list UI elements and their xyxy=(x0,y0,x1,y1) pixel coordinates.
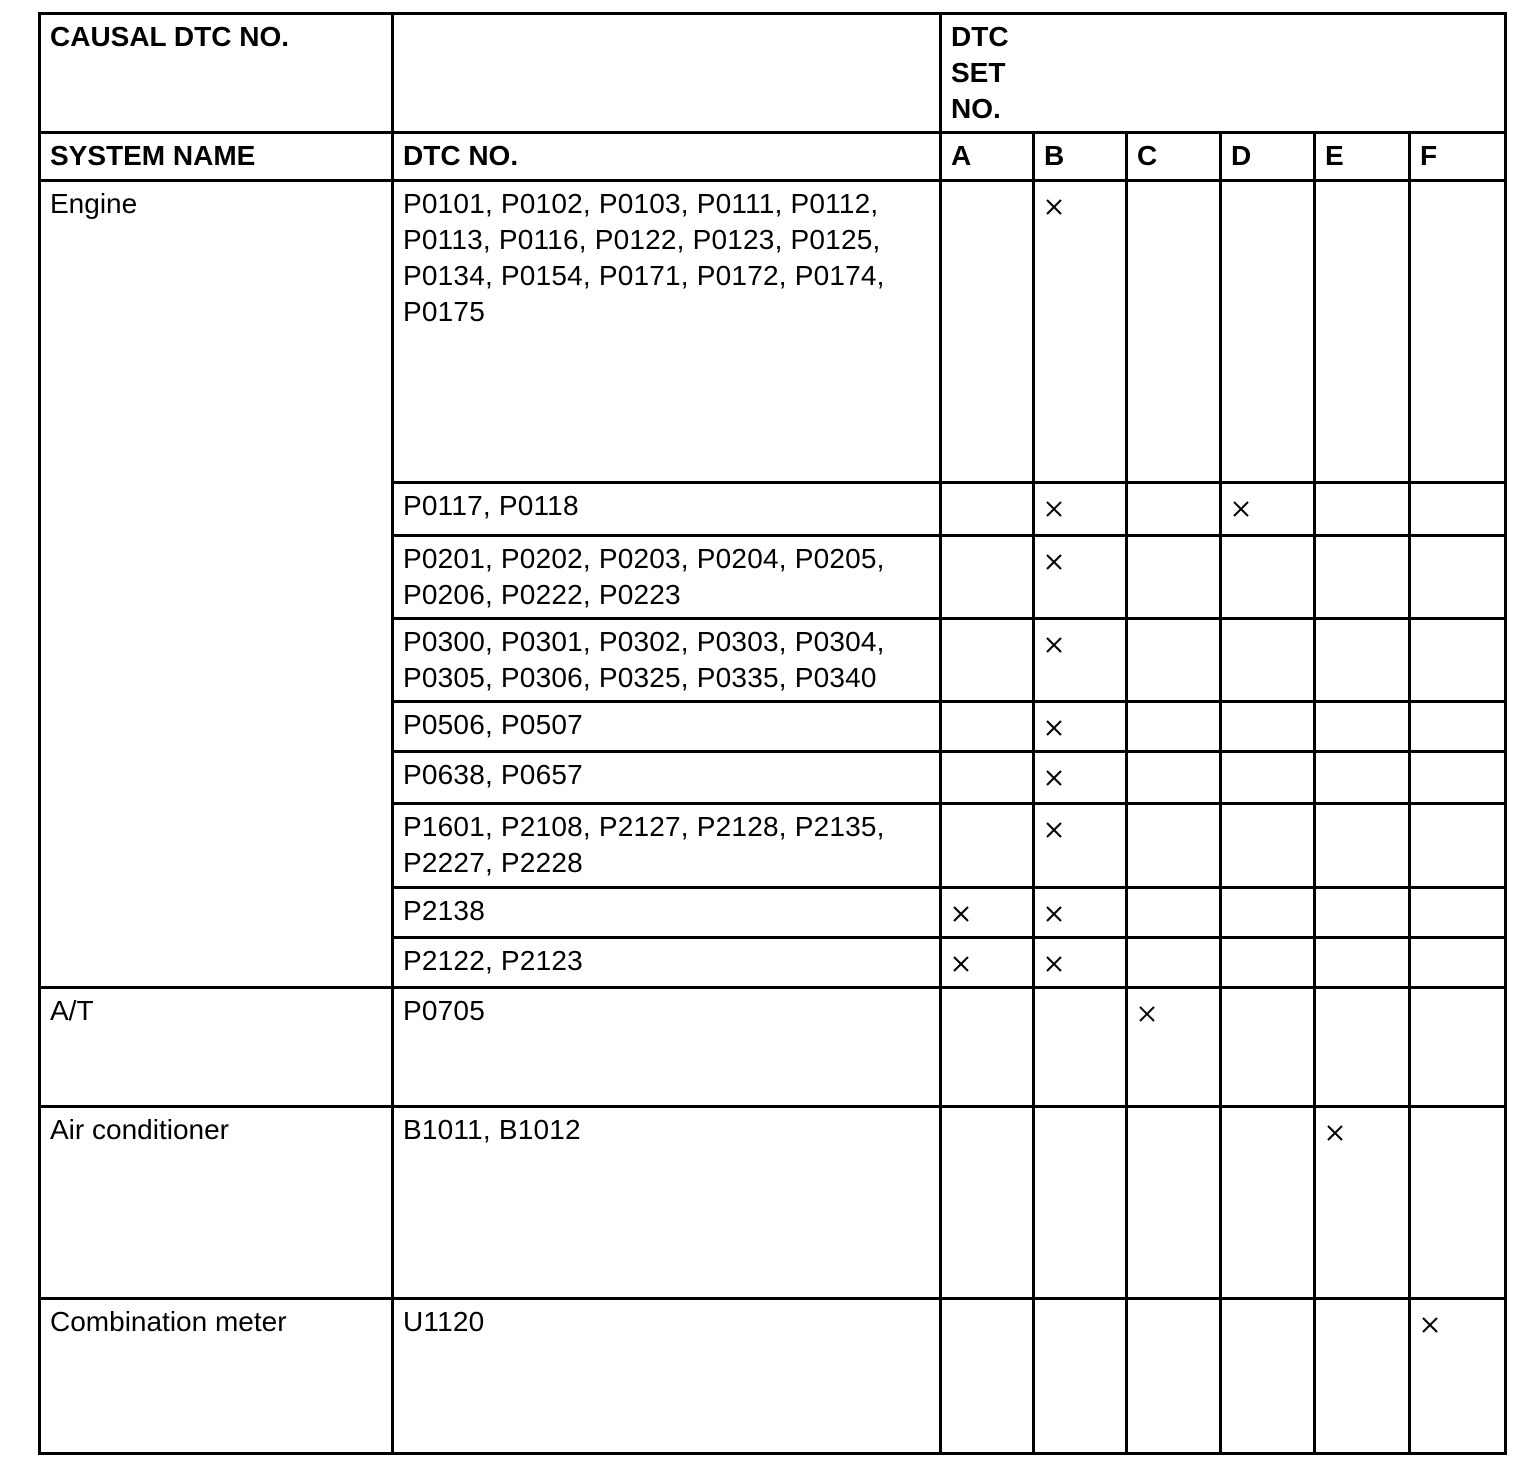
set-cell-a xyxy=(941,988,1034,1107)
set-cell-b xyxy=(1034,1299,1127,1454)
set-cell-c xyxy=(1127,483,1221,536)
set-cell-b xyxy=(1034,938,1127,988)
table-row xyxy=(40,1299,1506,1454)
set-cell-d xyxy=(1221,536,1315,619)
cross-mark-icon xyxy=(1326,1124,1344,1142)
cross-mark-icon xyxy=(1232,500,1250,518)
set-cell-d xyxy=(1221,804,1315,888)
set-cell-d xyxy=(1221,1299,1315,1454)
set-cell-b xyxy=(1034,988,1127,1107)
set-cell-a xyxy=(941,804,1034,888)
table-row xyxy=(40,1107,1506,1299)
header-row-bottom xyxy=(40,133,1506,181)
header-row-top xyxy=(40,14,1506,133)
set-cell-c xyxy=(1127,804,1221,888)
set-column-f-header: F xyxy=(1410,133,1506,181)
set-cell-e xyxy=(1315,702,1410,752)
set-cell-c xyxy=(1127,988,1221,1107)
cross-mark-icon xyxy=(1138,1005,1156,1023)
set-cell-b xyxy=(1034,702,1127,752)
set-cell-f xyxy=(1410,1299,1506,1454)
dtc-codes-cell: P0101, P0102, P0103, P0111, P0112, P0113, P0116, P0122, P0123, P0125, P0134, P0154, P0171, P0172, P0174, P0175 xyxy=(393,181,941,483)
dtc-codes-cell: P2138 xyxy=(393,888,941,938)
set-cell-d xyxy=(1221,483,1315,536)
system-name-cell: Air conditioner xyxy=(40,1107,393,1299)
set-cell-f xyxy=(1410,181,1506,483)
set-cell-f xyxy=(1410,483,1506,536)
dtc-codes-cell: P0638, P0657 xyxy=(393,752,941,804)
set-cell-c xyxy=(1127,938,1221,988)
set-cell-f xyxy=(1410,702,1506,752)
causal-dtc-no-header: CAUSAL DTC NO. xyxy=(40,14,393,133)
set-cell-d xyxy=(1221,988,1315,1107)
cross-mark-icon xyxy=(1045,905,1063,923)
set-cell-a xyxy=(941,619,1034,702)
set-cell-a xyxy=(941,1107,1034,1299)
table-row xyxy=(40,988,1506,1107)
cross-mark-icon xyxy=(952,905,970,923)
set-cell-e xyxy=(1315,888,1410,938)
set-cell-b xyxy=(1034,888,1127,938)
system-name-cell: Combination meter xyxy=(40,1299,393,1454)
set-cell-a xyxy=(941,702,1034,752)
set-cell-c xyxy=(1127,702,1221,752)
cross-mark-icon xyxy=(1045,198,1063,216)
dtc-codes-cell: P0705 xyxy=(393,988,941,1107)
cross-mark-icon xyxy=(1421,1316,1439,1334)
set-cell-c xyxy=(1127,1299,1221,1454)
cross-mark-icon xyxy=(1045,719,1063,737)
blank-header-cell xyxy=(393,14,941,133)
dtc-codes-cell: B1011, B1012 xyxy=(393,1107,941,1299)
set-cell-e xyxy=(1315,1107,1410,1299)
set-cell-a xyxy=(941,1299,1034,1454)
dtc-codes-cell: P1601, P2108, P2127, P2128, P2135, P2227, P2228 xyxy=(393,804,941,888)
dtc-codes-cell: P0506, P0507 xyxy=(393,702,941,752)
dtc-set-table xyxy=(38,12,1507,1455)
set-cell-b xyxy=(1034,483,1127,536)
dtc-codes-cell: P2122, P2123 xyxy=(393,938,941,988)
cross-mark-icon xyxy=(1045,769,1063,787)
set-cell-c xyxy=(1127,888,1221,938)
dtc-set-no-line-1: DTC xyxy=(951,21,1009,52)
set-cell-b xyxy=(1034,752,1127,804)
set-cell-b xyxy=(1034,804,1127,888)
set-cell-f xyxy=(1410,1107,1506,1299)
set-cell-a xyxy=(941,181,1034,483)
system-name-cell: Engine xyxy=(40,181,393,988)
dtc-codes-cell: U1120 xyxy=(393,1299,941,1454)
system-name-header: SYSTEM NAME xyxy=(40,133,393,181)
set-column-d-header: D xyxy=(1221,133,1315,181)
set-cell-a xyxy=(941,752,1034,804)
set-cell-f xyxy=(1410,752,1506,804)
set-cell-c xyxy=(1127,619,1221,702)
set-cell-f xyxy=(1410,536,1506,619)
set-cell-c xyxy=(1127,752,1221,804)
set-cell-e xyxy=(1315,181,1410,483)
set-cell-d xyxy=(1221,619,1315,702)
set-cell-d xyxy=(1221,888,1315,938)
table-row xyxy=(40,181,1506,483)
dtc-codes-cell: P0117, P0118 xyxy=(393,483,941,536)
set-column-e-header: E xyxy=(1315,133,1410,181)
set-cell-d xyxy=(1221,1107,1315,1299)
set-cell-c xyxy=(1127,1107,1221,1299)
set-cell-f xyxy=(1410,804,1506,888)
dtc-set-no-line-2: SET xyxy=(951,57,1006,88)
set-cell-d xyxy=(1221,702,1315,752)
set-cell-e xyxy=(1315,536,1410,619)
set-cell-c xyxy=(1127,181,1221,483)
set-cell-a xyxy=(941,888,1034,938)
set-cell-d xyxy=(1221,181,1315,483)
set-cell-b xyxy=(1034,1107,1127,1299)
dtc-codes-cell: P0201, P0202, P0203, P0204, P0205, P0206, P0222, P0223 xyxy=(393,536,941,619)
set-column-b-header: B xyxy=(1034,133,1127,181)
set-cell-d xyxy=(1221,752,1315,804)
set-column-c-header: C xyxy=(1127,133,1221,181)
set-cell-f xyxy=(1410,888,1506,938)
set-cell-e xyxy=(1315,483,1410,536)
cross-mark-icon xyxy=(952,955,970,973)
set-cell-e xyxy=(1315,752,1410,804)
set-cell-c xyxy=(1127,536,1221,619)
cross-mark-icon xyxy=(1045,821,1063,839)
set-cell-e xyxy=(1315,988,1410,1107)
set-cell-e xyxy=(1315,938,1410,988)
set-cell-f xyxy=(1410,619,1506,702)
set-cell-f xyxy=(1410,988,1506,1107)
set-cell-a xyxy=(941,483,1034,536)
dtc-no-header: DTC NO. xyxy=(393,133,941,181)
set-cell-a xyxy=(941,536,1034,619)
cross-mark-icon xyxy=(1045,500,1063,518)
set-cell-e xyxy=(1315,619,1410,702)
set-cell-b xyxy=(1034,536,1127,619)
set-cell-a xyxy=(941,938,1034,988)
set-column-a-header: A xyxy=(941,133,1034,181)
cross-mark-icon xyxy=(1045,955,1063,973)
cross-mark-icon xyxy=(1045,636,1063,654)
set-cell-d xyxy=(1221,938,1315,988)
set-cell-f xyxy=(1410,938,1506,988)
set-cell-e xyxy=(1315,1299,1410,1454)
set-cell-b xyxy=(1034,181,1127,483)
set-cell-b xyxy=(1034,619,1127,702)
system-name-cell: A/T xyxy=(40,988,393,1107)
dtc-set-no-line-3: NO. xyxy=(951,93,1001,124)
set-cell-e xyxy=(1315,804,1410,888)
dtc-set-no-header xyxy=(941,14,1506,133)
cross-mark-icon xyxy=(1045,553,1063,571)
dtc-codes-cell: P0300, P0301, P0302, P0303, P0304, P0305, P0306, P0325, P0335, P0340 xyxy=(393,619,941,702)
